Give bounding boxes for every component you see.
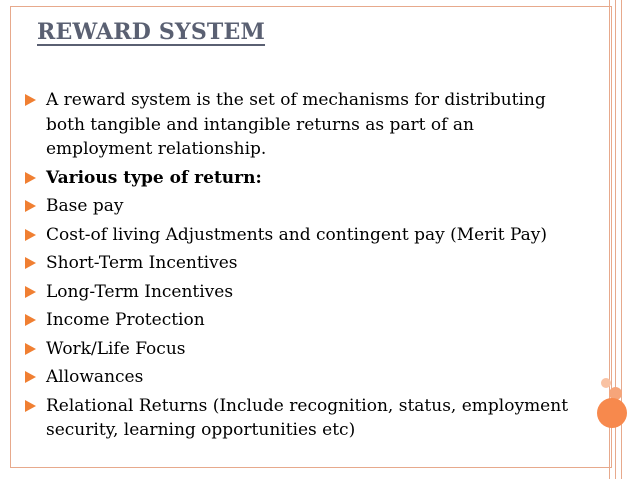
bullet-item [22, 88, 582, 162]
bullet-text: Cost-of living Adjustments and contingent pay (Merit Pay) [46, 224, 548, 245]
triangle-right-icon [25, 400, 36, 412]
bullet-text: Income Protection [46, 310, 205, 330]
bullet-text: A reward system is the set of mechanisms for distributing both tangible and intangible returns as part of an employment relationship. [46, 90, 546, 159]
decorative-dot-small [601, 378, 611, 388]
bullet-text: Relational Returns (Include recognition, status, employment security, learning opportunities etc) [46, 395, 569, 440]
bullet-item [22, 394, 582, 443]
bullet-text: Allowances [46, 367, 144, 387]
decorative-dot-large [597, 398, 627, 428]
triangle-right-icon [25, 314, 36, 326]
bullet-item [22, 280, 582, 305]
bullet-item [22, 365, 582, 390]
triangle-right-icon [25, 343, 36, 355]
bullet-item [22, 337, 582, 362]
bullet-item [22, 194, 582, 219]
bullet-text: Long-Term Incentives [46, 281, 234, 302]
bullet-item [22, 223, 582, 248]
triangle-right-icon [25, 257, 36, 269]
triangle-right-icon [25, 94, 36, 106]
bullet-text: Various type of return: [46, 167, 262, 188]
bullet-text: Short-Term Incentives [46, 253, 238, 273]
bullet-text: Base pay [46, 196, 124, 216]
triangle-right-icon [25, 286, 36, 298]
triangle-right-icon [25, 371, 36, 383]
bullet-text: Work/Life Focus [46, 338, 186, 359]
bullet-item [22, 251, 582, 276]
triangle-right-icon [25, 200, 36, 212]
triangle-right-icon [25, 172, 36, 184]
slide-title: REWARD SYSTEM [37, 19, 266, 45]
triangle-right-icon [25, 229, 36, 241]
bullet-item [22, 166, 582, 191]
bullet-list [22, 88, 582, 447]
bullet-item [22, 308, 582, 333]
